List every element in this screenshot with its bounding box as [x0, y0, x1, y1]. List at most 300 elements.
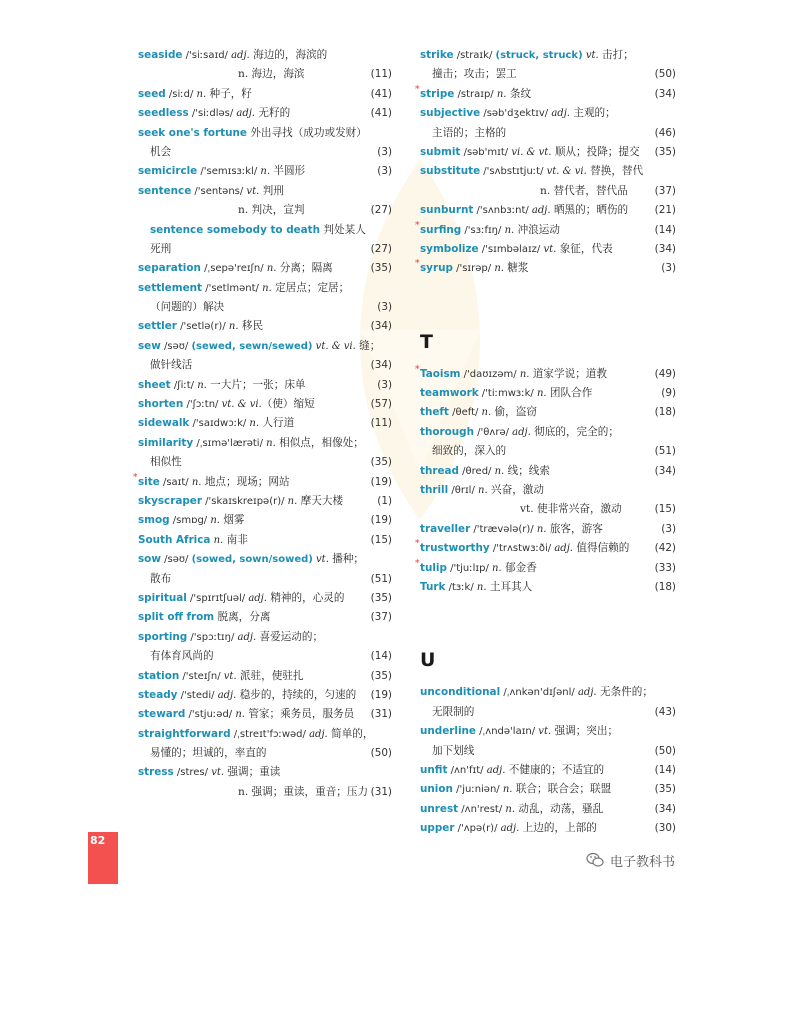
- headword: steady: [138, 688, 178, 701]
- headword: theft: [420, 406, 449, 419]
- definition: 相似点，相像处；: [275, 436, 364, 449]
- pronunciation: /'daʊɪzəm/: [460, 368, 520, 380]
- definition: 条纹: [506, 87, 532, 100]
- definition: 旅客，游客: [546, 522, 603, 535]
- glossary-entry: [138, 376, 392, 395]
- headword: syrup: [420, 262, 453, 275]
- unit-reference: (37): [654, 184, 676, 197]
- headword: trustworthy: [420, 542, 490, 555]
- pronunciation: /ʌn'rest/: [458, 803, 506, 815]
- pronunciation: /səʊ/: [160, 554, 192, 566]
- definition: 无条件的；: [596, 686, 653, 699]
- glossary-entry: [138, 46, 392, 65]
- definition: 南非: [223, 533, 248, 546]
- section-letter-t: T: [420, 330, 433, 353]
- definition: 种子，籽: [206, 87, 252, 100]
- definition: 管家；乘务员，服务员: [244, 708, 355, 721]
- part-of-speech: adj.: [309, 728, 328, 740]
- definition: 地点；现场；网站: [201, 475, 290, 488]
- definition: （问题的）解决: [150, 301, 225, 314]
- unit-reference: (34): [654, 464, 676, 477]
- part-of-speech: adj.: [551, 108, 570, 120]
- definition: （使）缩短: [261, 398, 315, 411]
- part-of-speech: n.: [266, 263, 277, 275]
- glossary-entry: [138, 705, 392, 724]
- headword: seed: [138, 87, 166, 100]
- glossary-entry: [138, 395, 392, 414]
- glossary-entry: [420, 780, 676, 799]
- definition: 烟雾: [219, 514, 245, 527]
- headword: underline: [420, 725, 476, 738]
- glossary-entry: [138, 104, 392, 123]
- headword: sunburnt: [420, 204, 474, 217]
- pronunciation: /səb'mɪt/: [460, 146, 512, 158]
- glossary-entry: [420, 578, 676, 597]
- glossary-entry: [420, 201, 676, 220]
- glossary-entry: [138, 608, 392, 627]
- glossary-entry: [138, 414, 392, 433]
- pronunciation: /'saɪdwɔːk/: [189, 418, 250, 430]
- definition: 海边的，海滨的: [249, 49, 328, 61]
- part-of-speech: n.: [478, 485, 488, 497]
- glossary-entry: [138, 628, 392, 647]
- part-of-speech: n.: [494, 465, 505, 477]
- glossary-entry: [133, 472, 392, 492]
- pronunciation: /'θʌrə/: [474, 426, 513, 438]
- glossary-entry: [420, 384, 676, 403]
- glossary-entry-continuation: [138, 201, 392, 220]
- part-of-speech: n.: [504, 224, 515, 236]
- headword: sentence: [138, 184, 192, 197]
- pronunciation: /'sʌnbɜːnt/: [473, 205, 532, 217]
- unit-reference: (15): [370, 533, 392, 546]
- glossary-entry-continuation: [138, 570, 392, 589]
- pronunciation: /'trævələ(r)/: [470, 523, 537, 535]
- new-word-star: *: [415, 84, 420, 95]
- part-of-speech: n.: [262, 282, 272, 294]
- headword: settlement: [138, 281, 203, 294]
- section-u: [420, 683, 676, 838]
- unit-reference: (49): [654, 367, 676, 380]
- pronunciation: /ˌstreɪt'fɔːwəd/: [230, 728, 310, 740]
- unit-reference: (35): [370, 456, 392, 469]
- definition: n. 强调；重读，重音；压力: [238, 785, 369, 798]
- part-of-speech: vt. & vi.: [221, 399, 262, 411]
- definition: 细致的，深入的: [432, 445, 507, 458]
- definition: 线；线索: [504, 464, 550, 477]
- glossary-entry: [415, 558, 676, 578]
- pronunciation: /θred/: [459, 465, 495, 477]
- unit-reference: (27): [370, 242, 392, 255]
- part-of-speech: n.: [266, 437, 276, 449]
- definition: 做针线活: [150, 359, 193, 372]
- glossary-entry: [138, 725, 392, 744]
- definition: 联合；联合会；联盟: [512, 783, 612, 796]
- definition: n. 判决，宣判: [238, 204, 305, 217]
- definition: 人行道: [259, 417, 295, 430]
- unit-reference: (42): [654, 542, 676, 555]
- unit-reference: (35): [370, 669, 392, 682]
- part-of-speech: vt.: [312, 554, 329, 566]
- pronunciation: /'juːniən/: [452, 784, 503, 796]
- part-of-speech: vt.: [223, 670, 237, 682]
- glossary-entry-continuation: [138, 453, 392, 472]
- headword: strike: [420, 49, 454, 61]
- glossary-entry-continuation: [420, 124, 676, 143]
- section-t: [415, 364, 676, 598]
- glossary-entry-continuation: [420, 65, 676, 84]
- glossary-entry: [138, 492, 392, 511]
- pronunciation: /'setlə(r)/: [176, 321, 229, 333]
- footer-brand: [586, 850, 675, 870]
- part-of-speech: vt.: [211, 767, 225, 779]
- definition: 相似性: [150, 456, 182, 469]
- definition: 散布: [150, 572, 172, 585]
- glossary-entry: [138, 589, 392, 608]
- part-of-speech: vt. & vi.: [312, 340, 356, 352]
- pronunciation: /ˌʌnkən'dɪʃənl/: [500, 687, 578, 699]
- headword: sow: [138, 553, 161, 566]
- unit-reference: (30): [654, 822, 676, 835]
- unit-reference: (3): [377, 378, 392, 391]
- pronunciation: /'siːsaɪd/: [182, 50, 232, 61]
- part-of-speech: adj.: [217, 689, 237, 701]
- glossary-entry: [138, 531, 392, 550]
- headword: traveller: [420, 522, 471, 535]
- definition: 偷，盗窃: [491, 406, 537, 419]
- part-of-speech: n.: [502, 784, 513, 796]
- part-of-speech: n.: [228, 321, 239, 333]
- unit-reference: (57): [370, 398, 392, 411]
- new-word-star: *: [415, 558, 420, 569]
- pronunciation: /stres/: [173, 767, 212, 779]
- glossary-entry-continuation: [420, 500, 676, 519]
- glossary-entry: [420, 423, 676, 442]
- definition: 糖浆: [503, 262, 529, 275]
- unit-reference: (50): [654, 744, 676, 757]
- part-of-speech: n.: [505, 803, 516, 815]
- part-of-speech: adj.: [531, 205, 551, 217]
- pronunciation: /θrɪl/: [448, 485, 479, 497]
- glossary-entry: [420, 104, 676, 123]
- glossary-right-column: [415, 46, 676, 839]
- part-of-speech: n.: [210, 515, 220, 527]
- unit-reference: (51): [654, 445, 676, 458]
- pronunciation: /ˌsɪmə'lærəti/: [193, 437, 267, 449]
- part-of-speech: n.: [476, 581, 487, 593]
- glossary-entry: [138, 550, 392, 569]
- glossary-entry: [420, 722, 676, 741]
- unit-reference: (15): [654, 503, 676, 516]
- part-of-speech: adj.: [231, 50, 250, 61]
- unit-reference: (34): [654, 87, 676, 100]
- page-number: 82: [90, 834, 106, 847]
- unit-reference: (51): [370, 572, 392, 585]
- part-of-speech: vt.: [582, 50, 599, 61]
- definition: 无限制的: [432, 705, 475, 718]
- headword: semicircle: [138, 165, 198, 178]
- glossary-entry: [138, 686, 392, 705]
- glossary-entry: [415, 220, 676, 240]
- glossary-entry: [420, 481, 676, 500]
- part-of-speech: vi. & vt.: [511, 146, 552, 158]
- pronunciation: /'spɪrɪtʃuəl/: [186, 592, 249, 604]
- glossary-entry: [138, 124, 392, 143]
- glossary-entry: [138, 667, 392, 686]
- definition: 主语的；主格的: [432, 126, 507, 139]
- unit-reference: (35): [654, 783, 676, 796]
- glossary-entry: [138, 279, 392, 298]
- glossary-entry-continuation: [138, 744, 392, 763]
- definition: 不健康的；不适宜的: [505, 763, 605, 776]
- glossary-entry: [420, 800, 676, 819]
- part-of-speech: n.: [536, 388, 547, 400]
- definition: 易懂的；坦诚的，率直的: [150, 747, 267, 760]
- unit-reference: (41): [370, 87, 392, 100]
- headword: Taoism: [420, 367, 461, 380]
- headword: Turk: [420, 580, 446, 593]
- pronunciation: /'sʌbstɪtjuːt/: [480, 166, 547, 178]
- headword: tulip: [420, 561, 447, 574]
- new-word-star: *: [415, 259, 420, 270]
- section-s-continued: [415, 46, 676, 279]
- unit-reference: (34): [654, 242, 676, 255]
- definition: 有体育风尚的: [150, 650, 214, 663]
- headword: sew: [138, 339, 161, 352]
- headword: seaside: [138, 49, 183, 61]
- verb-forms: (sewed, sewn/sewed): [191, 340, 313, 352]
- footer-brand-text: 电子教科书: [610, 854, 676, 870]
- pronunciation: /səʊ/: [160, 340, 192, 352]
- new-word-star: *: [415, 220, 420, 231]
- definition: 移民: [238, 320, 264, 333]
- pronunciation: /'sentəns/: [191, 185, 247, 197]
- definition: 冲浪运动: [514, 223, 560, 236]
- unit-reference: (19): [370, 514, 392, 527]
- pronunciation: /θeft/: [448, 407, 482, 419]
- pronunciation: /'sɪmbəlaɪz/: [478, 243, 544, 255]
- unit-reference: (34): [654, 802, 676, 815]
- glossary-entry-continuation: [138, 143, 392, 162]
- definition: 象征，代表: [556, 242, 613, 255]
- glossary-entry-continuation: [420, 442, 676, 461]
- pronunciation: /'stedi/: [177, 689, 218, 701]
- part-of-speech: n.: [287, 495, 298, 507]
- unit-reference: (18): [654, 406, 676, 419]
- wechat-icon: [586, 852, 604, 868]
- part-of-speech: adj.: [236, 108, 256, 120]
- unit-reference: (50): [370, 747, 392, 760]
- headword: split off from: [138, 611, 215, 624]
- pronunciation: /straɪp/: [454, 88, 497, 100]
- unit-reference: (34): [370, 320, 392, 333]
- definition: 动乱，动荡，骚乱: [515, 802, 604, 815]
- glossary-entry: [420, 819, 676, 838]
- part-of-speech: adj.: [486, 764, 506, 776]
- pronunciation: /'trʌstwɜːði/: [489, 543, 555, 555]
- verb-forms: (struck, struck): [495, 50, 583, 61]
- unit-reference: (3): [661, 522, 676, 535]
- definition: 判处某人: [320, 223, 366, 236]
- glossary-entry: [420, 520, 676, 539]
- part-of-speech: adj.: [554, 543, 573, 555]
- pronunciation: /'semɪsɜːkl/: [197, 166, 261, 178]
- pronunciation: /'skaɪskreɪpə(r)/: [201, 495, 288, 507]
- glossary-entry-continuation: [138, 65, 392, 84]
- new-word-star: *: [133, 472, 138, 483]
- glossary-entry: [420, 240, 676, 259]
- headword: separation: [138, 262, 201, 275]
- glossary-entry: [420, 46, 676, 65]
- definition: 道家学说；道教: [529, 367, 607, 380]
- headword: spiritual: [138, 591, 187, 604]
- definition: vt. 使非常兴奋，激动: [520, 503, 622, 516]
- pronunciation: /'tjuːlɪp/: [446, 562, 493, 574]
- part-of-speech: vt.: [538, 726, 552, 738]
- unit-reference: (27): [370, 204, 392, 217]
- definition: 强调；突出；: [551, 725, 619, 738]
- unit-reference: (21): [654, 204, 676, 217]
- definition: 播种；: [328, 553, 365, 566]
- headword: thorough: [420, 425, 474, 438]
- part-of-speech: n.: [196, 88, 207, 100]
- glossary-entry: [138, 337, 392, 356]
- new-word-star: *: [415, 364, 420, 375]
- part-of-speech: n.: [260, 166, 270, 178]
- unit-reference: (35): [370, 591, 392, 604]
- glossary-entry: [420, 143, 676, 162]
- headword: stripe: [420, 87, 455, 100]
- pronunciation: /səb'dʒektɪv/: [480, 108, 552, 120]
- pronunciation: /'stjuːəd/: [185, 709, 236, 721]
- headword: thread: [420, 464, 459, 477]
- headword: steward: [138, 708, 186, 721]
- definition: 分离；隔离: [276, 262, 333, 275]
- definition: 彻底的，完全的；: [530, 425, 619, 438]
- definition: n. 替代者，替代品: [540, 184, 628, 197]
- pronunciation: /'tiːmwɜːk/: [478, 388, 537, 400]
- headword: settler: [138, 320, 177, 333]
- glossary-entry: [138, 511, 392, 530]
- glossary-entry: [138, 221, 392, 240]
- part-of-speech: adj.: [577, 687, 597, 699]
- glossary-left-column: [133, 46, 392, 802]
- pronunciation: /saɪt/: [159, 476, 192, 488]
- part-of-speech: n.: [494, 263, 504, 275]
- unit-reference: (19): [370, 475, 392, 488]
- definition: 击打；: [598, 49, 634, 61]
- glossary-entry: [138, 162, 392, 181]
- unit-reference: (35): [654, 145, 676, 158]
- pronunciation: /'ʃɔːtn/: [183, 399, 222, 411]
- headword: shorten: [138, 398, 184, 411]
- headword: straightforward: [138, 727, 231, 740]
- headword: symbolize: [420, 242, 479, 255]
- headword: subjective: [420, 107, 481, 120]
- unit-reference: (9): [661, 387, 676, 400]
- unit-reference: (11): [370, 68, 392, 81]
- part-of-speech: n.: [492, 562, 502, 574]
- unit-reference: (19): [370, 688, 392, 701]
- glossary-entry: [420, 403, 676, 422]
- new-word-star: *: [415, 539, 420, 550]
- headword: submit: [420, 145, 461, 158]
- pronunciation: /'sɜːfɪŋ/: [461, 224, 505, 236]
- definition: 郁金香: [501, 561, 537, 574]
- pronunciation: /ʃiːt/: [170, 379, 198, 391]
- headword: stress: [138, 766, 174, 779]
- unit-reference: (3): [377, 145, 392, 158]
- headword: sheet: [138, 378, 171, 391]
- glossary-entry: [138, 182, 392, 201]
- section-letter-u: U: [420, 649, 436, 672]
- part-of-speech: n.: [210, 534, 224, 546]
- pronunciation: /straɪk/: [453, 50, 496, 61]
- pronunciation: /'ʌpə(r)/: [454, 823, 501, 835]
- definition: 稳步的，持续的，匀速的: [236, 688, 357, 701]
- glossary-entry: [420, 683, 676, 702]
- definition: 团队合作: [546, 387, 593, 400]
- unit-reference: (3): [377, 301, 392, 314]
- headword: seek one's fortune: [138, 126, 247, 139]
- glossary-entry-continuation: [138, 298, 392, 317]
- part-of-speech: adj.: [512, 426, 531, 438]
- part-of-speech: n.: [191, 476, 202, 488]
- glossary-entry: [138, 317, 392, 336]
- unit-reference: (14): [370, 650, 392, 663]
- unit-reference: (50): [654, 68, 676, 81]
- headword: skyscraper: [138, 494, 202, 507]
- headword: unconditional: [420, 686, 501, 699]
- part-of-speech: n.: [197, 379, 207, 391]
- headword: unfit: [420, 763, 448, 776]
- unit-reference: (3): [661, 262, 676, 275]
- definition: 主观的；: [569, 107, 616, 120]
- part-of-speech: n.: [536, 523, 547, 535]
- headword: station: [138, 669, 180, 682]
- pronunciation: /'sɪrəp/: [452, 263, 495, 275]
- glossary-entry: [420, 761, 676, 780]
- glossary-entry-continuation: [420, 742, 676, 761]
- glossary-entry: [138, 259, 392, 278]
- definition: n. 海边，海滨: [238, 68, 305, 81]
- part-of-speech: n.: [249, 418, 260, 430]
- glossary-entry: [420, 462, 676, 481]
- headword: sporting: [138, 630, 188, 643]
- glossary-entry-continuation: [420, 182, 676, 201]
- unit-reference: (1): [377, 494, 392, 507]
- headword: site: [138, 475, 160, 488]
- part-of-speech: adj.: [248, 592, 267, 604]
- glossary-entry: [415, 259, 676, 278]
- definition: 外出寻找（成功或发财）: [246, 126, 367, 139]
- definition: 上边的，上部的: [519, 822, 597, 835]
- pronunciation: /'setlmənt/: [202, 282, 263, 294]
- part-of-speech: vt. & vi.: [546, 166, 587, 178]
- glossary-entry: [415, 364, 676, 384]
- headword: union: [420, 783, 453, 796]
- glossary-entry: [415, 84, 676, 104]
- pronunciation: /tɜːk/: [445, 581, 477, 593]
- unit-reference: (43): [654, 705, 676, 718]
- definition: 加下划线: [432, 744, 475, 757]
- definition: 缝；: [355, 339, 381, 352]
- part-of-speech: n.: [496, 88, 507, 100]
- glossary-entry-continuation: [138, 356, 392, 375]
- part-of-speech: n.: [519, 368, 530, 380]
- pronunciation: /ʌn'fɪt/: [447, 764, 487, 776]
- definition: 半圆形: [270, 165, 306, 178]
